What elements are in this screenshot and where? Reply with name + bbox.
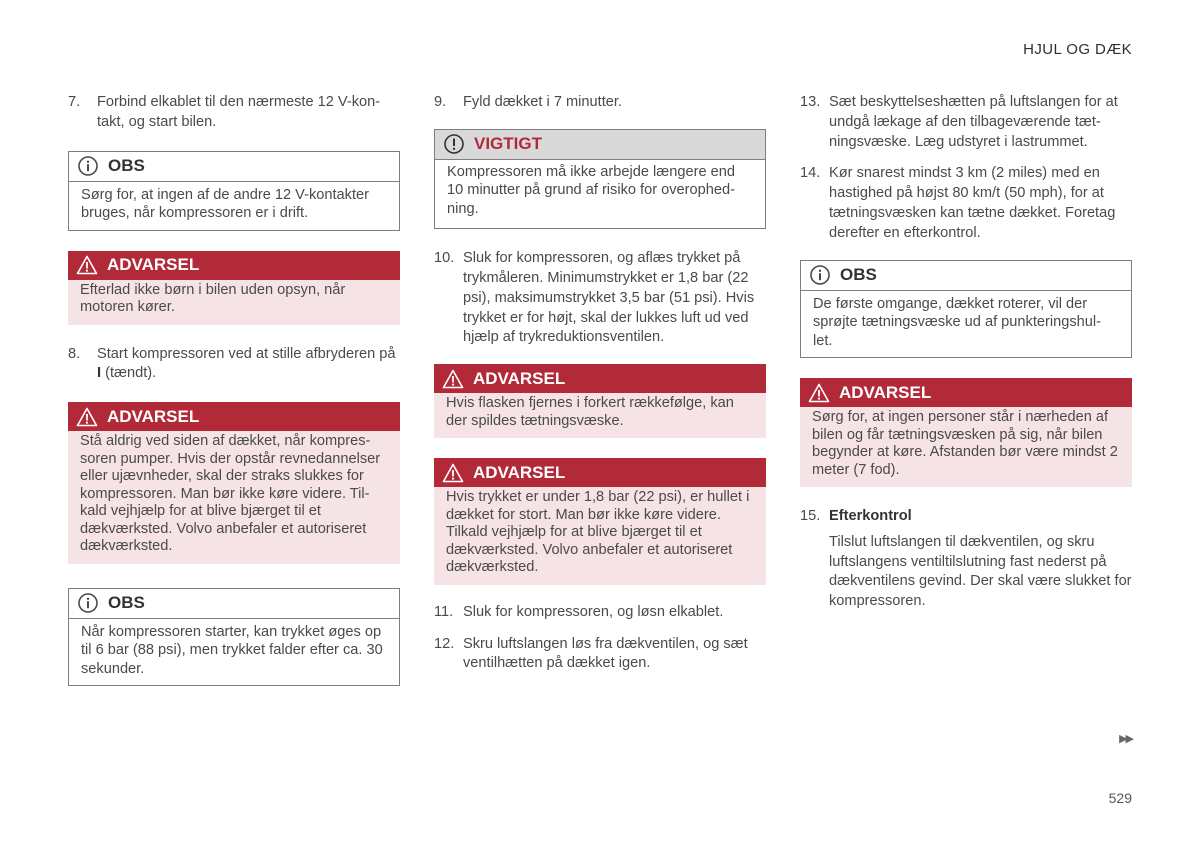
warning-triangle-icon: [76, 406, 98, 428]
warning-box-1: [68, 251, 400, 325]
step-number: 14.: [800, 165, 821, 182]
continue-arrows-icon: ▶▶: [1119, 733, 1132, 745]
step-text: Forbind elkablet til den nærmeste 12 V-kon-takt, og start bilen.: [97, 94, 381, 130]
warning-box-2: [68, 402, 400, 564]
obs-header: [801, 261, 1131, 291]
step-number: 7.: [68, 94, 81, 110]
warning-triangle-icon: [442, 368, 464, 390]
step-7: [68, 93, 400, 133]
warning-body: Sørg for, at ingen personer står i nærheden af bilen og får tætningsvæsken på sig, når bilen begynder at køre. Afstanden bør være mindst 2 meter (7 fod).: [812, 409, 1118, 478]
obs-header: [69, 589, 399, 619]
step-text: Start kompressoren ved at stille afbryderen på: [97, 345, 396, 362]
warning-triangle-icon: [808, 382, 830, 404]
step-15: [800, 507, 1132, 612]
step-text: Sæt beskyttelseshætten på luftslangen for at undgå lækage af den tilbageværende tæt-ningsvæske. Læg udstyret i lastrummet.: [829, 94, 1118, 150]
step-13: [800, 93, 1132, 152]
obs-body: Når kompressoren starter, kan trykket øges op til 6 bar (88 psi), men trykket falder efter ca. 30 sekunder.: [81, 623, 383, 677]
step-text: Sluk for kompressoren, og aflæs trykket på trykmåleren. Minimumstrykket er 1,8 bar (22 psi), maksimumstrykket 3,5 bar (51 psi). Hvis trykket er for højt, skal der lukkes luft ud ved hjælp af trykreduktionsventilen.: [463, 250, 755, 346]
info-icon: [77, 592, 99, 614]
warning-header: [800, 378, 1132, 407]
warning-title: ADVARSEL: [839, 382, 932, 402]
obs-note-2: [68, 588, 400, 687]
step-14: [800, 164, 1132, 243]
step-number: 15.: [800, 508, 821, 525]
obs-title: OBS: [108, 593, 145, 613]
info-icon: [809, 264, 831, 286]
warning-title: ADVARSEL: [107, 255, 200, 275]
warning-body: Efterlad ikke børn i bilen uden opsyn, når motoren kører.: [80, 281, 346, 316]
info-icon: [77, 155, 99, 177]
obs-header: [69, 152, 399, 182]
warning-header: [68, 402, 400, 431]
page-number: 529: [1108, 790, 1132, 806]
column-2: [434, 93, 766, 686]
obs-body: Sørg for, at ingen af de andre 12 V-kontakter bruges, når kompressoren er i drift.: [81, 186, 369, 222]
warning-title: ADVARSEL: [473, 462, 566, 482]
step-text: Kør snarest mindst 3 km (2 miles) med en hastighed på højst 80 km/t (50 mph), for at tætningsvæsken kan tætne dækket. Foretag derefter en efterkontrol.: [829, 165, 1116, 241]
step-title: Efterkontrol: [829, 508, 912, 525]
warning-header: [434, 364, 766, 393]
step-text: Sluk for kompressoren, og løsn elkablet.: [463, 603, 724, 620]
step-number: 9.: [434, 94, 447, 110]
exclamation-icon: [443, 133, 465, 155]
warning-body: Hvis flasken fjernes i forkert rækkefølge, kan der spildes tætningsvæske.: [446, 395, 734, 429]
step-8: [68, 345, 400, 385]
step-12: [434, 635, 766, 675]
warning-body: Stå aldrig ved siden af dækket, når kompres-soren pumper. Hvis der opstår revnedannelser eller ujævnheder, skal der straks slukkes for kompressoren. Man bør ikke køre videre. Til-kald vejhjælp for at blive bjærget til et dækværksted. Volvo anbefaler et autoriseret dækværksted.: [80, 433, 381, 555]
important-box: [434, 129, 766, 230]
warning-body: Hvis trykket er under 1,8 bar (22 psi), er hullet i dækket for stort. Man bør ikke køre videre. Tilkald vejhjælp for at blive bjærget til et dækværksted. Volvo anbefaler et autoriseret dækværksted.: [446, 489, 750, 576]
obs-title: OBS: [840, 265, 877, 285]
obs-note-3: [800, 260, 1132, 359]
column-3: [800, 93, 1132, 624]
warning-triangle-icon: [76, 254, 98, 276]
step-number: 12.: [434, 635, 455, 652]
step-number: 11.: [434, 603, 454, 620]
step-text: Skru luftslangen løs fra dækventilen, og sæt ventilhætten på dækket igen.: [463, 635, 748, 672]
step-10: [434, 249, 766, 348]
obs-body: De første omgange, dækket roterer, vil der sprøjte tætningsvæske ud af punkteringshul-let.: [813, 295, 1101, 349]
step-number: 10.: [434, 250, 455, 267]
warning-header: [68, 251, 400, 280]
important-body: Kompressoren må ikke arbejde længere end 10 minutter på grund af risiko for overophed-ning.: [447, 163, 735, 217]
step-9: [434, 93, 766, 113]
important-title: VIGTIGT: [474, 134, 542, 154]
warning-title: ADVARSEL: [473, 368, 566, 388]
warning-box-3: [434, 364, 766, 438]
step-text: Fyld dækket i 7 minutter.: [463, 94, 622, 110]
step-11: [434, 603, 766, 623]
column-1: [68, 93, 400, 706]
switch-position: I: [97, 365, 102, 382]
step-text-end: (tændt).: [101, 365, 157, 382]
obs-note-1: [68, 151, 400, 231]
warning-box-4: [434, 458, 766, 585]
important-header: [435, 130, 765, 160]
warning-box-5: [800, 378, 1132, 487]
step-number: 8.: [68, 345, 81, 362]
step-number: 13.: [800, 94, 821, 110]
warning-triangle-icon: [442, 462, 464, 484]
obs-title: OBS: [108, 156, 145, 176]
warning-title: ADVARSEL: [107, 406, 200, 426]
page-header: HJUL OG DÆK: [1023, 41, 1132, 58]
step-text: Tilslut luftslangen til dækventilen, og skru luftslangens ventiltilslutning fast nederst på dækventilens gevind. Der skal være slukket for kompressoren.: [829, 533, 1132, 610]
warning-header: [434, 458, 766, 487]
